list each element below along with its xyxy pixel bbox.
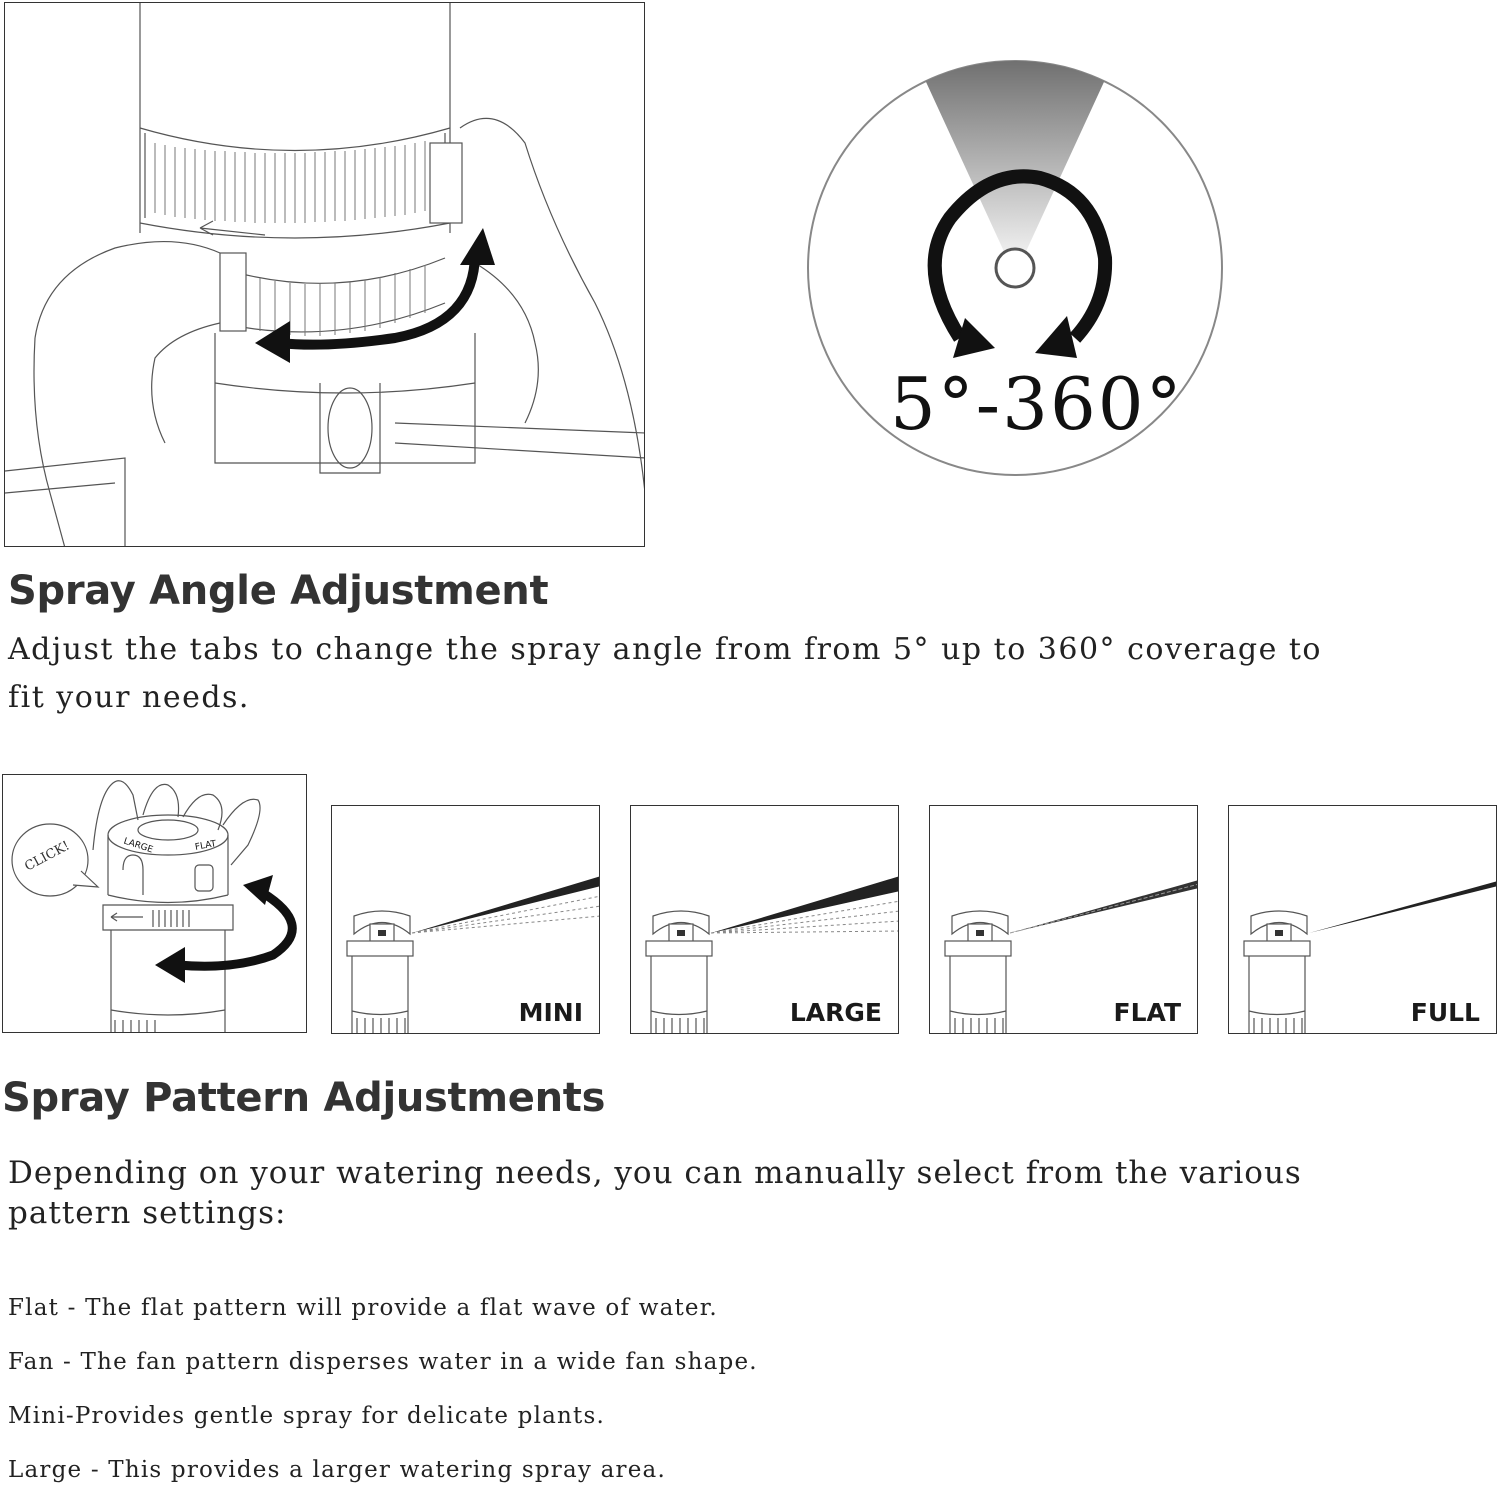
pattern-label-full: FULL xyxy=(1410,998,1480,1027)
angle-description-line1: Adjust the tabs to change the spray angle from from 5° up to 360° coverage to xyxy=(8,632,1322,667)
pattern-section-title: Spray Pattern Adjustments xyxy=(2,1075,606,1121)
pattern-description-large: Large - This provides a larger watering spray area. xyxy=(8,1457,666,1483)
pattern-panel-flat xyxy=(929,805,1198,1034)
pattern-intro-line1: Depending on your watering needs, you can manually select from the various xyxy=(8,1155,1302,1191)
nozzle-label-large: LARGE xyxy=(122,836,155,856)
dial-label: 5°-360° xyxy=(890,362,1184,446)
pattern-panel-full xyxy=(1228,805,1497,1034)
nozzle-label-flat: FLAT xyxy=(194,839,218,853)
pattern-description-fan: Fan - The fan pattern disperses water in a wide fan shape. xyxy=(8,1349,758,1375)
click-label: CLICK! xyxy=(22,838,73,875)
angle-section-title: Spray Angle Adjustment xyxy=(8,568,549,614)
pattern-panel-large xyxy=(630,805,899,1034)
pattern-panel-mini xyxy=(331,805,600,1034)
angle-description-line2: fit your needs. xyxy=(8,680,250,715)
pattern-selector-illustration xyxy=(2,774,307,1033)
pattern-description-flat: Flat - The flat pattern will provide a flat wave of water. xyxy=(8,1295,718,1321)
pattern-label-flat: FLAT xyxy=(1113,998,1181,1027)
pattern-label-mini: MINI xyxy=(518,998,583,1027)
angle-illustration xyxy=(4,2,645,547)
pattern-label-large: LARGE xyxy=(789,998,882,1027)
pattern-description-mini: Mini-Provides gentle spray for delicate plants. xyxy=(8,1403,606,1429)
pattern-intro-line2: pattern settings: xyxy=(8,1195,287,1231)
